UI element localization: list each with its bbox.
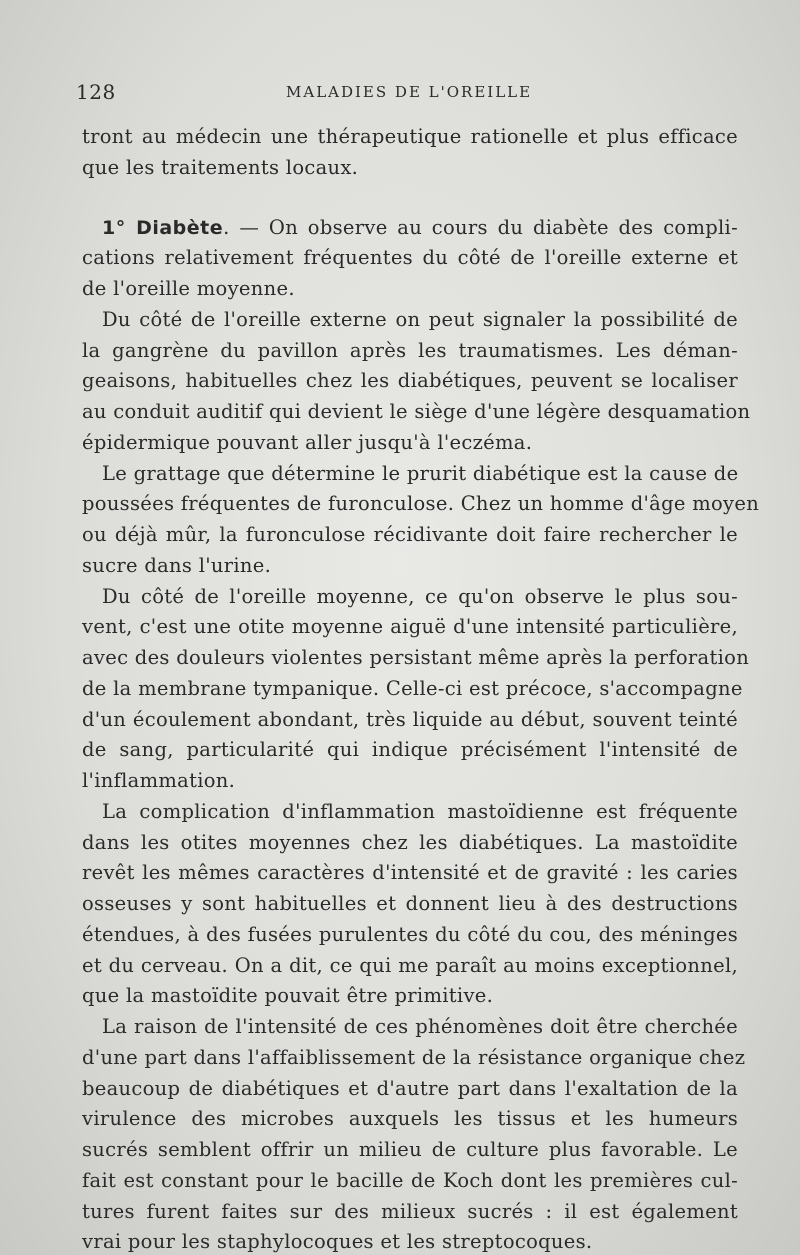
section-diabete (82, 213, 738, 305)
section-first-line (82, 213, 738, 244)
text-line: osseuses y sont habituelles et donnent lieu à des destructions (82, 892, 738, 915)
text-line: La raison de l'intensité de ces phénomènes doit être cherchée (102, 1015, 738, 1038)
paragraph-mastoidite (82, 797, 738, 1012)
text-line: de la membrane tympanique. Celle-ci est précoce, s'accompagne (82, 676, 743, 700)
text-line: au conduit auditif qui devient le siège d'une légère desquamation (82, 400, 751, 423)
page-number: 128 (76, 80, 116, 104)
text-line: vrai pour les staphylocoques et les streptocoques. (82, 1230, 593, 1254)
text-line: que les traitements locaux. (82, 155, 359, 179)
intro-paragraph (82, 122, 738, 184)
text-line: vent, c'est une otite moyenne aiguë d'une intensité particulière, (82, 615, 738, 639)
text-line: d'une part dans l'affaiblissement de la résistance organique chez (82, 1045, 746, 1069)
text-line: que la mastoïdite pouvait être primitive. (82, 984, 494, 1008)
text-line: poussées fréquentes de furonculose. Chez un homme d'âge moyen (82, 492, 760, 516)
section-spacer (82, 184, 738, 213)
text-line: épidermique pouvant aller jusqu'à l'eczéma. (82, 430, 533, 454)
section-heading: 1° Diabète (102, 216, 224, 239)
section-first-line-text: . — On observe au cours du diabète des compli- (223, 215, 738, 239)
text-line: fait est constant pour le bacille de Koch dont les premières cul- (82, 1168, 738, 1192)
running-title: MALADIES DE L'OREILLE (286, 83, 533, 101)
text-line: de l'oreille moyenne. (82, 277, 295, 300)
paragraph-grattage (82, 459, 760, 582)
paragraph-oreille-moyenne (82, 582, 750, 797)
text-line: sucre dans l'urine. (82, 553, 272, 577)
text-line: Du côté de l'oreille moyenne, ce qu'on observe le plus sou- (102, 584, 738, 608)
text-line: La complication d'inflammation mastoïdienne est fréquente (102, 799, 738, 823)
text-line: cations relativement fréquentes du côté de l'oreille externe et (82, 246, 738, 270)
text-line: Du côté de l'oreille externe on peut signaler la possibilité de (102, 307, 738, 331)
text-line: tures furent faites sur des milieux sucrés : il est également (82, 1199, 738, 1223)
body-text (82, 122, 760, 1255)
text-line: ou déjà mûr, la furonculose récidivante doit faire rechercher le (82, 523, 738, 546)
text-line: la gangrène du pavillon après les traumatismes. Les déman- (82, 338, 738, 362)
text-line: dans les otites moyennes chez les diabétiques. La mastoïdite (82, 830, 738, 854)
text-line: étendues, à des fusées purulentes du côté du cou, des méninges (82, 922, 738, 946)
text-line: sucrés semblent offrir un milieu de culture plus favorable. Le (82, 1138, 738, 1161)
text-line: d'un écoulement abondant, très liquide au début, souvent teinté (82, 707, 738, 731)
text-line: et du cerveau. On a dit, ce qui me paraît au moins exceptionnel, (82, 953, 738, 977)
text-line: l'inflammation. (82, 769, 236, 792)
text-line: beaucoup de diabétiques et d'autre part dans l'exaltation de la (82, 1076, 738, 1100)
text-line: Le grattage que détermine le prurit diabétique est la cause de (102, 461, 739, 485)
paragraph-oreille-externe (82, 305, 751, 459)
paragraph-raison (82, 1012, 746, 1255)
text-line: revêt les mêmes caractères d'intensité et de gravité : les caries (82, 861, 738, 885)
text-line: tront au médecin une thérapeutique rationelle et plus efficace (82, 125, 738, 148)
text-line: geaisons, habituelles chez les diabétiques, peuvent se localiser (82, 369, 738, 393)
text-line: avec des douleurs violentes persistant même après la perforation (82, 646, 750, 669)
text-line: virulence des microbes auxquels les tissus et les humeurs (82, 1107, 738, 1131)
running-header (0, 80, 800, 110)
text-line: de sang, particularité qui indique précisément l'intensité de (82, 738, 738, 762)
